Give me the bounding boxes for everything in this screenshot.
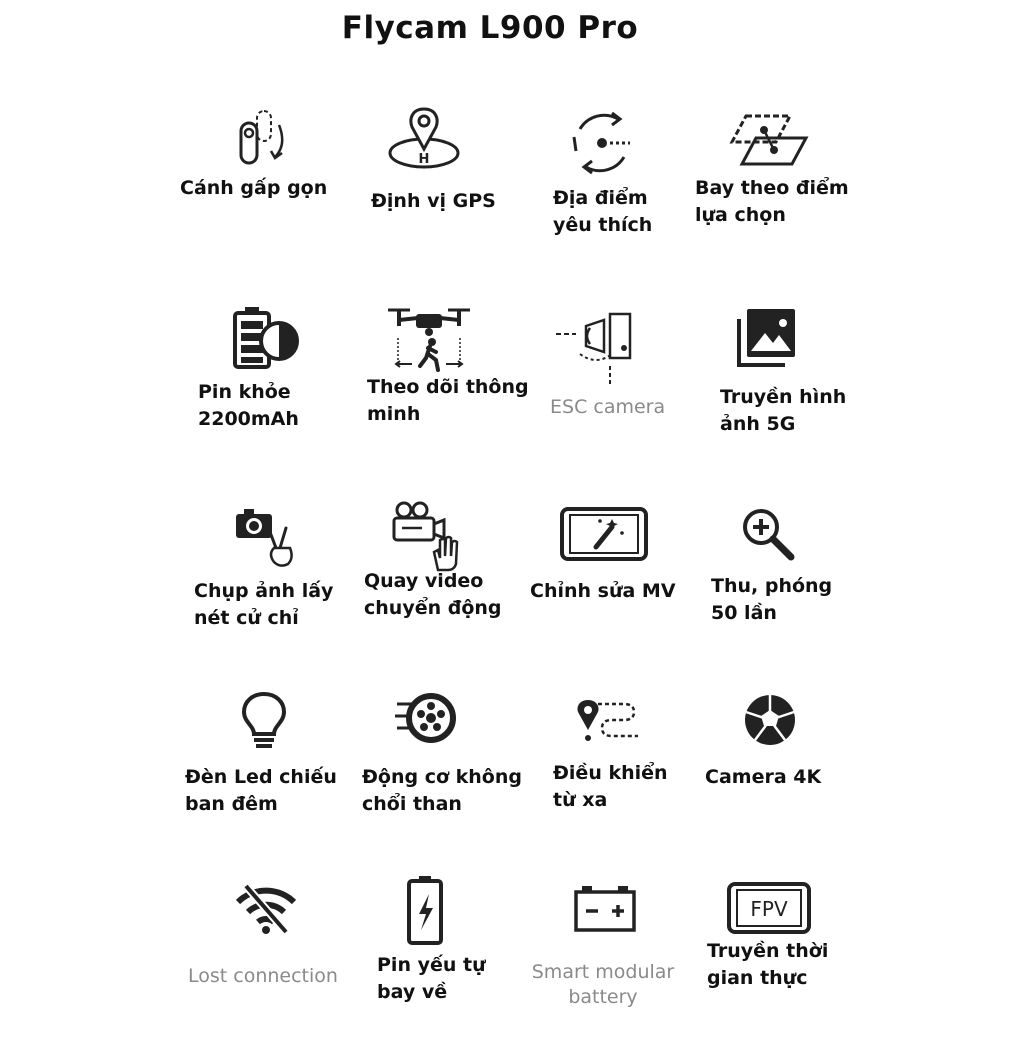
gallery-icon [735, 307, 797, 369]
feature-label: Chỉnh sửa MV [530, 580, 676, 602]
feature-label: Chụp ảnh lấy nét cử chỉ [194, 580, 334, 629]
feature-label: Định vị GPS [371, 190, 496, 212]
feature-smart-tracking [364, 302, 554, 462]
feature-esc-camera [548, 305, 738, 465]
feature-gesture-video [362, 498, 552, 658]
modular-battery-icon [574, 884, 636, 932]
wifi-off-icon [234, 882, 298, 936]
feature-label: ESC camera [550, 396, 666, 418]
feature-folding-arms [175, 105, 365, 265]
feature-brushless-motor [359, 690, 549, 850]
zoom-icon [741, 507, 797, 563]
esc-camera-icon [554, 310, 634, 386]
feature-label: Quay video chuyển động [364, 570, 502, 619]
fpv-icon-text: FPV [750, 897, 788, 921]
waypoint-icon [726, 110, 812, 170]
feature-waypoint [692, 105, 882, 265]
feature-label: Cánh gấp gọn [180, 177, 328, 199]
feature-realtime-fpv [705, 880, 895, 1040]
feature-label: Động cơ không chổi than [362, 766, 522, 815]
feature-night-led [182, 690, 372, 850]
fpv-icon [727, 882, 811, 934]
feature-label: Camera 4K [705, 766, 822, 788]
gps-location-icon [387, 105, 462, 171]
feature-zoom [707, 505, 897, 665]
feature-gps [365, 105, 555, 265]
feature-battery [193, 305, 383, 465]
feature-smart-battery [528, 880, 718, 1040]
page-title: Flycam L900 Pro [341, 10, 639, 46]
gesture-video-icon [392, 500, 464, 572]
feature-label: Điều khiển từ xa [553, 762, 668, 811]
feature-label: Địa điểm yêu thích [553, 187, 653, 236]
feature-label: Lost connection [188, 965, 338, 987]
drone-follow-icon [384, 304, 474, 376]
low-battery-icon [405, 874, 445, 946]
feature-label: Truyền hình ảnh 5G [720, 386, 847, 435]
feature-mv-edit [527, 505, 717, 665]
feature-label: Smart modular battery [531, 961, 675, 1008]
feature-label: Đèn Led chiếu ban đêm [185, 766, 337, 815]
orbit-point-icon [566, 107, 638, 177]
feature-label: Bay theo điểm lựa chọn [695, 177, 849, 226]
feature-label: Theo dõi thông minh [367, 376, 529, 425]
feature-camera-4k [700, 690, 890, 850]
video-edit-icon [560, 507, 648, 561]
feature-5g-transmission [715, 305, 905, 465]
gesture-photo-icon [234, 504, 300, 570]
feature-label: Thu, phóng 50 lần [711, 575, 833, 624]
brushless-motor-icon [393, 692, 457, 748]
feature-lost-connection [186, 880, 376, 1040]
feature-label: Truyền thời gian thực [707, 940, 829, 989]
remote-route-icon [572, 696, 642, 746]
feature-gesture-photo [190, 500, 380, 660]
battery-icon [231, 305, 301, 369]
feature-label: Pin khỏe 2200mAh [198, 381, 299, 430]
folding-arm-icon [235, 105, 295, 167]
svg-text:H: H [418, 152, 430, 167]
light-bulb-icon [240, 690, 288, 750]
feature-label: Pin yếu tự bay về [377, 954, 486, 1003]
aperture-icon [742, 692, 798, 748]
